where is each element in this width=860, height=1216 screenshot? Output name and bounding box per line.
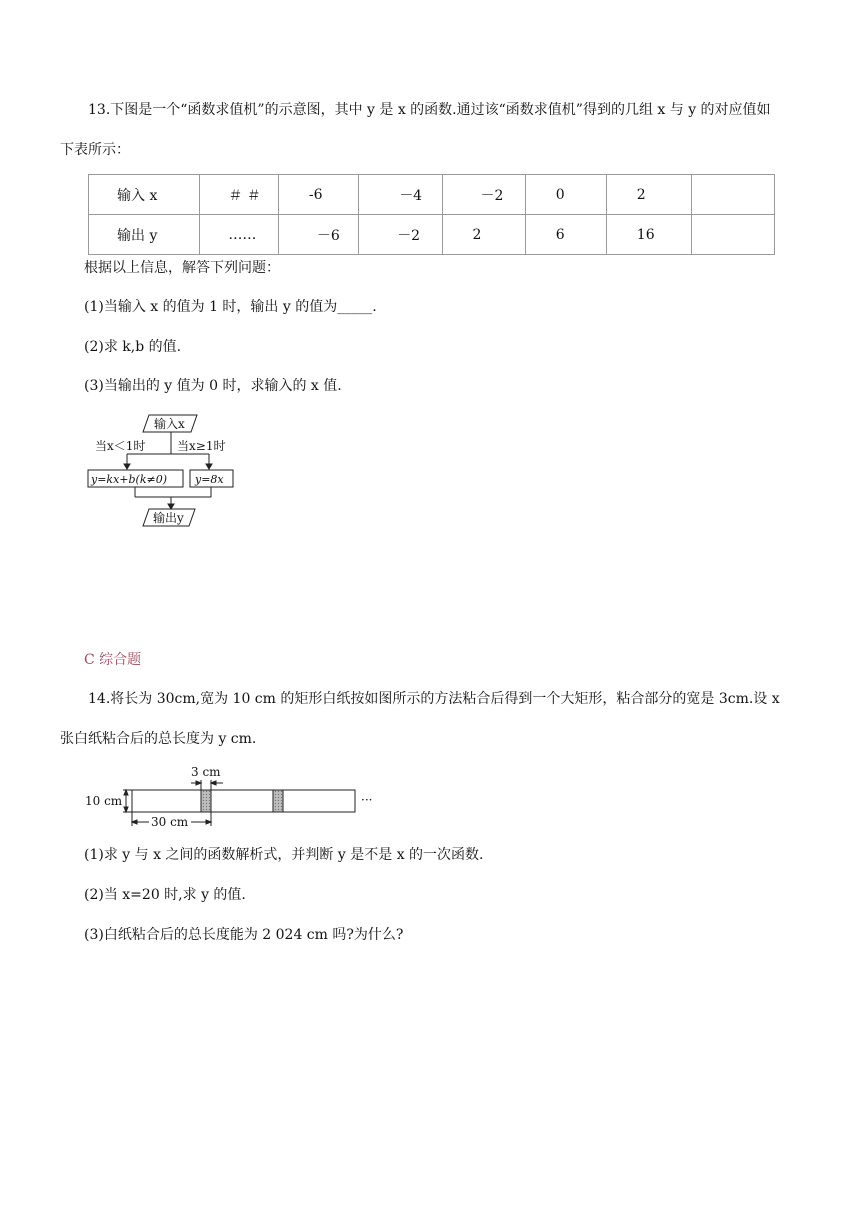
table-cell: -6 xyxy=(308,186,323,203)
overlap-width-label: 3 cm xyxy=(191,765,221,779)
paper-strip-figure xyxy=(85,760,385,830)
table-cell: 输出 y xyxy=(117,227,158,244)
flow-right-condition: 当x≥1时 xyxy=(177,439,226,453)
table-row xyxy=(89,215,775,255)
flow-input-label: 输入x xyxy=(154,417,185,431)
table-cell: 0 xyxy=(555,186,565,203)
table-cell: …… xyxy=(228,226,257,243)
q13-prompt: 根据以上信息，解答下列问题： xyxy=(84,260,280,276)
table-row xyxy=(89,175,775,215)
q13-intro-line1: 13.下图是一个“函数求值机”的示意图，其中 y 是 x 的函数.通过该“函数求值机”得到的几组 x 与 y 的对应值如 xyxy=(88,102,771,118)
q14-part3: (3)白纸粘合后的总长度能为 2 024 cm 吗?为什么? xyxy=(84,927,404,943)
table-cell: 2 xyxy=(472,226,482,243)
flow-output-label: 输出y xyxy=(153,511,184,525)
continuation-ellipsis: ··· xyxy=(361,793,373,807)
strip-length-label: 30 cm xyxy=(151,815,189,829)
q13-value-table xyxy=(88,174,775,255)
q14-part2: (2)当 x=20 时,求 y 的值. xyxy=(84,887,246,903)
table-cell: 输入 x xyxy=(117,187,158,204)
flow-right-formula: y=8x xyxy=(195,473,224,486)
flow-left-condition: 当x＜1时 xyxy=(95,439,146,453)
flow-left-formula: y=kx+b(k≠0) xyxy=(91,473,168,486)
q13-part2: (2)求 k,b 的值. xyxy=(84,339,182,355)
strip-height-label: 10 cm xyxy=(85,794,123,808)
table-cell: －4 xyxy=(399,187,423,204)
q13-part3: (3)当输出的 y 值为 0 时，求输入的 x 值. xyxy=(84,378,342,394)
q14-part1: (1)求 y 与 x 之间的函数解析式，并判断 y 是不是 x 的一次函数. xyxy=(84,847,484,863)
table-cell: 16 xyxy=(636,226,655,243)
q14-intro-line1: 14.将长为 30cm,宽为 10 cm 的矩形白纸按如图所示的方法粘合后得到一个大矩形，粘合部分的宽是 3cm.设 x xyxy=(88,691,780,707)
function-machine-flowchart xyxy=(87,412,237,530)
table-cell: 6 xyxy=(555,226,565,243)
table-cell: －6 xyxy=(316,227,340,244)
q14-intro-line2: 张白纸粘合后的总长度为 y cm. xyxy=(60,731,257,747)
overlap-area xyxy=(273,790,283,812)
table-cell: ＃ ＃ xyxy=(228,187,261,204)
section-title: C 综合题 xyxy=(84,652,142,668)
q13-part1: (1)当输入 x 的值为 1 时，输出 y 的值为_____. xyxy=(84,299,377,315)
strip-outline xyxy=(132,790,355,812)
q13-intro-line2: 下表所示： xyxy=(60,142,130,158)
overlap-area xyxy=(201,790,211,812)
table-cell: －2 xyxy=(480,187,504,204)
table-cell: －2 xyxy=(397,227,421,244)
table-cell: 2 xyxy=(636,186,646,203)
